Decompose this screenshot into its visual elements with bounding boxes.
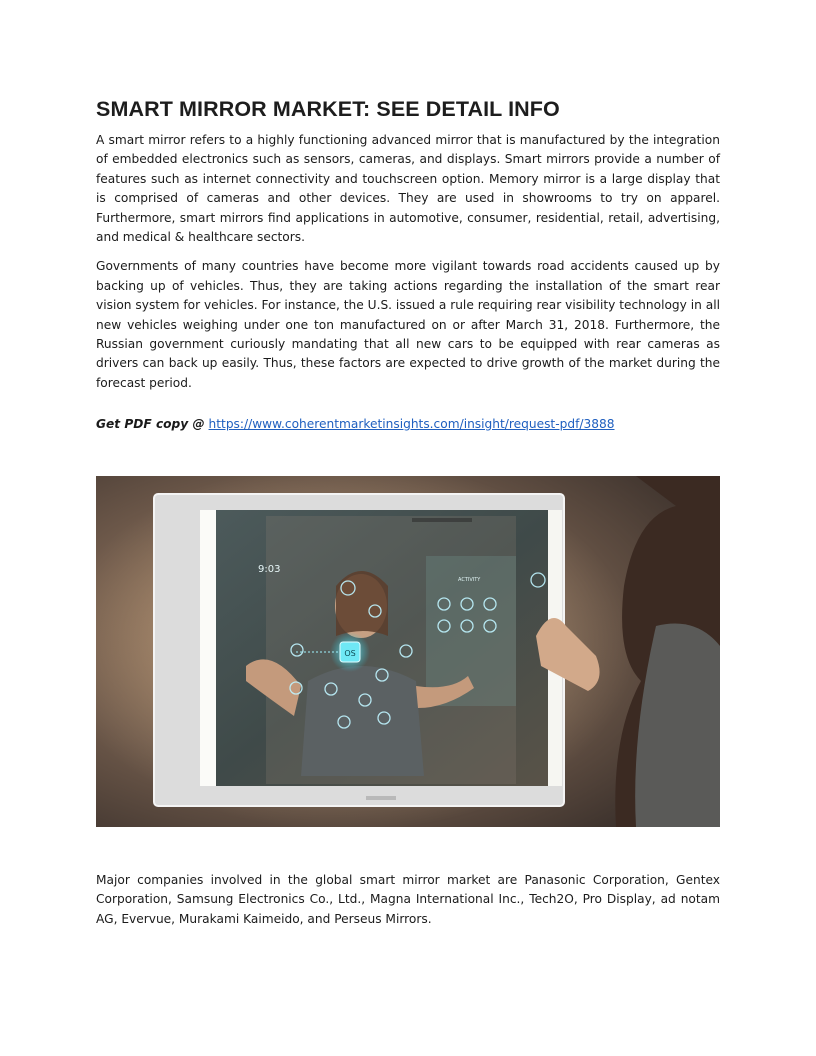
page-title: SMART MIRROR MARKET: SEE DETAIL INFO — [96, 97, 560, 121]
center-badge-label: OS — [344, 649, 356, 658]
pdf-request-link[interactable]: https://www.coherentmarketinsights.com/insight/request-pdf/3888 — [208, 417, 615, 431]
mirror-clock: 9:03 — [258, 564, 281, 575]
activity-panel-label: ACTIVITY — [458, 577, 481, 583]
companies-paragraph: Major companies involved in the global smart mirror market are Panasonic Corporation, Gentex Corporation, Samsung Electronics Co., Ltd., Magna International Inc., Tech2O, Pro Display, ad notam AG, Evervue, Murakami Kaimeido, and Perseus Mirrors. — [96, 873, 720, 926]
regulation-paragraph: Governments of many countries have become more vigilant towards road accidents caused up by backing up of vehicles. Thus, they are taking actions regarding the installation of the smart rear vision system for vehicles. For instance, the U.S. issued a rule requiring rear visibility technology in all new vehicles weighing under one ton manufactured on or after March 31, 2018. Furthermore, the Russian government curiously mandating that all new cars to be equipped with rear cameras as drivers can back up easily. Thus, these factors are expected to drive growth of the market during the forecast period. — [96, 259, 720, 390]
smart-mirror-illustration — [96, 476, 720, 827]
pdf-copy-label: Get PDF copy @ — [96, 417, 205, 431]
closing-section — [96, 871, 720, 929]
intro-paragraph: A smart mirror refers to a highly functioning advanced mirror that is manufactured by the integration of embedded electronics such as sensors, cameras, and displays. Smart mirrors provide a number of features such as internet connectivity and touchscreen option. Memory mirror is a large display that is comprised of cameras and other devices. They are used in showrooms to try on apparel. Furthermore, smart mirrors find applications in automotive, consumer, residential, retail, advertising, and medical & healthcare sectors. — [96, 133, 720, 245]
document-body — [96, 96, 720, 393]
smart-mirror-photo — [96, 476, 720, 827]
pdf-copy-line — [96, 415, 720, 434]
